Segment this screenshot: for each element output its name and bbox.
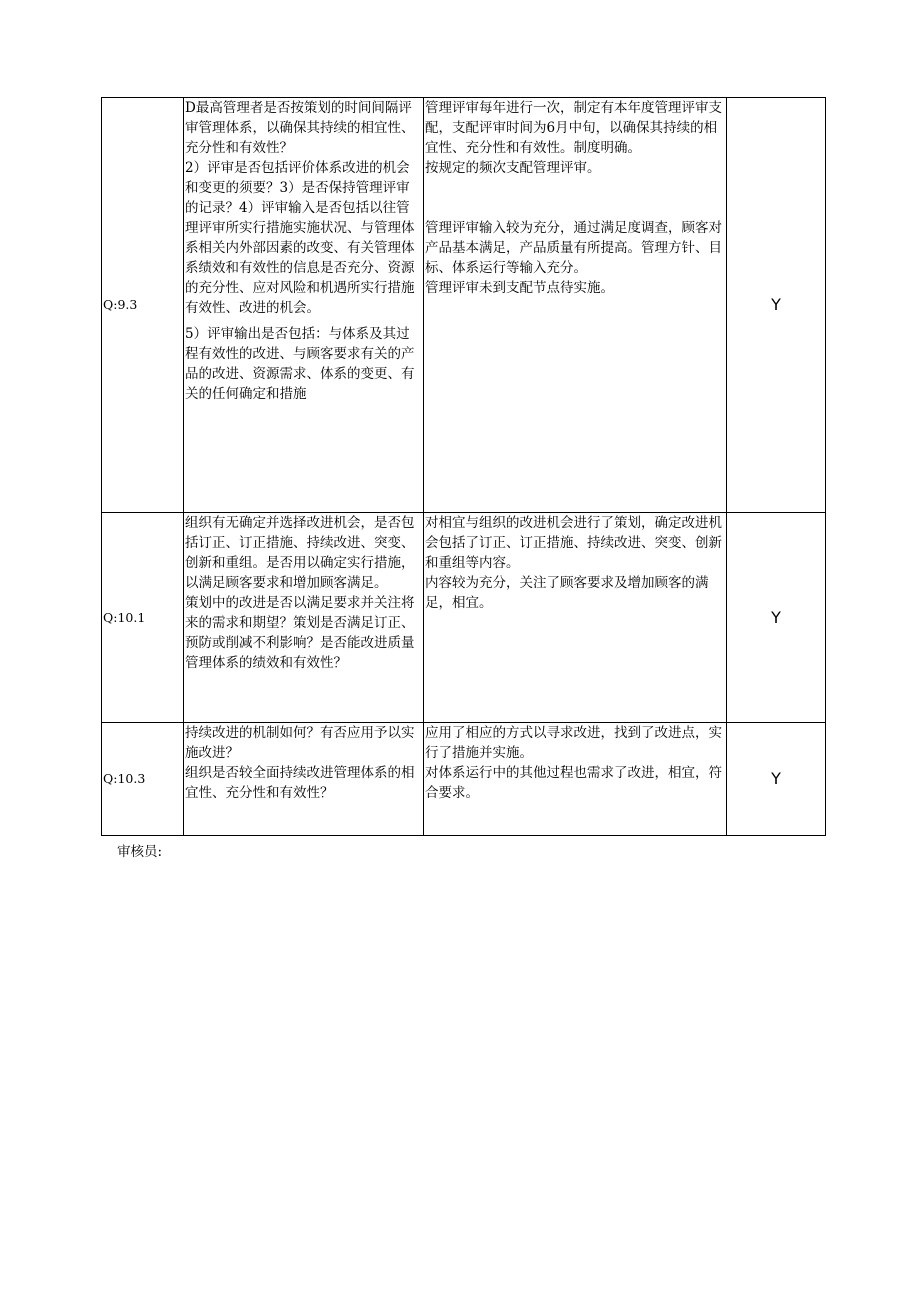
evidence-text: 管理评审每年进行一次，制定有本年度管理评审支配，支配评审时间为6月中旬，以确保其持续的相宜性、充分性和有效性。制度明确。 [425, 100, 722, 156]
question-cell [184, 513, 424, 723]
auditor-signature-label: 审核员: [117, 844, 163, 860]
result-cell: Y [727, 723, 826, 836]
question-text: 组织是否较全面持续改进管理体系的相宜性、充分性和有效性？ [185, 765, 415, 801]
evidence-text: 对体系运行中的其他过程也需求了改进，相宜，符合要求。 [425, 765, 722, 801]
evidence-cell [424, 723, 727, 836]
evidence-text: 内容较为充分，关注了顾客要求及增加顾客的满足，相宜。 [425, 575, 709, 611]
evidence-text: 应用了相应的方式以寻求改进，找到了改进点，实行了措施并实施。 [425, 725, 722, 761]
evidence-text: 管理评审未到支配节点待实施。 [425, 280, 614, 296]
question-text: 2）评审是否包括评价体系改进的机会和变更的须要？3）是否保持管理评审的记录？4）评审输入是否包括以往管理评审所实行措施实施状况、与管理体系相关内外部因素的改变、有关管理体系绩效和有效性的信息是否充分、资源的充分性、应对风险和机遇所实行措施有效性、改进的机会。 [185, 160, 415, 316]
question-text: 持续改进的机制如何？有否应用予以实施改进？ [185, 725, 415, 761]
evidence-cell [424, 98, 727, 513]
evidence-text: 管理评审输入较为充分，通过满足度调查，顾客对产品基本满足，产品质量有所提高。管理方针、目标、体系运行等输入充分。 [425, 220, 722, 276]
clause-cell: Q:10.1 [102, 513, 184, 723]
table-row [102, 513, 826, 723]
clause-cell: Q:10.3 [102, 723, 184, 836]
evidence-cell [424, 513, 727, 723]
evidence-text: 对相宜与组织的改进机会进行了策划，确定改进机会包括了订正、订正措施、持续改进、突变、创新和重组等内容。 [425, 515, 722, 571]
question-text: 组织有无确定并选择改进机会，是否包括订正、订正措施、持续改进、突变、创新和重组。是否用以确定实行措施，以满足顾客要求和增加顾客满足。 [185, 515, 415, 591]
clause-cell: Q:9.3 [102, 98, 184, 513]
question-cell [184, 98, 424, 513]
evidence-text: 按规定的频次支配管理评审。 [425, 160, 601, 176]
question-text: D最高管理者是否按策划的时间间隔评审管理体系，以确保其持续的相宜性、充分性和有效性？ [185, 100, 415, 156]
question-cell [184, 723, 424, 836]
table-row [102, 98, 826, 513]
audit-checklist-table [101, 97, 826, 836]
question-text: 策划中的改进是否以满足要求并关注将来的需求和期望？策划是否满足订正、预防或削减不利影响？是否能改进质量管理体系的绩效和有效性？ [185, 595, 415, 671]
result-cell: Y [727, 513, 826, 723]
question-text: 5）评审输出是否包括：与体系及其过程有效性的改进、与顾客要求有关的产品的改进、资源需求、体系的变更、有关的任何确定和措施 [185, 326, 415, 402]
result-cell: Y [727, 98, 826, 513]
table-row [102, 723, 826, 836]
